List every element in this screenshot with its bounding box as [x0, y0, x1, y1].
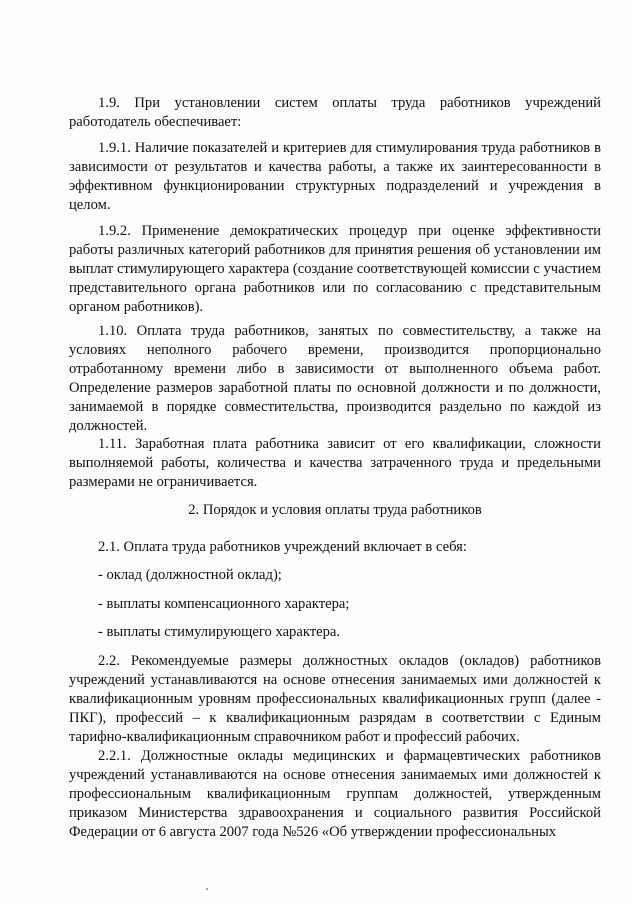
paragraph-2-2 — [69, 652, 601, 747]
list-item-compensation — [69, 595, 601, 614]
paragraph-1-11-text: 1.11. Заработная плата работника зависит от его квалификации, сложности выполняемой работы, количества и качества затраченного труда и предельными размерами не ограничивается. — [69, 436, 601, 490]
paragraph-2-1 — [69, 538, 601, 557]
list-item-stimulation-text: - выплаты стимулирующего характера. — [98, 624, 340, 640]
paragraph-2-2-1-text: 2.2.1. Должностные оклады медицинских и фармацевтических работников учреждений устанавливаются на основе отнесения занимаемых ими должностей к профессиональным квалификационным группам должностей, утвержденным приказом Министерства здравоохранения и социального развития Российской Федерации от 6 августа 2007 года №526 «Об утверждении профессиональных — [69, 748, 601, 840]
paragraph-1-9-2-text: 1.9.2. Применение демократических процедур при оценке эффективности работы различных категорий работников для принятия решения об установлении им выплат стимулирующего характера (создание соответствующей комиссии с участием представительного органа работников или по согласованию с представительным органом работников). — [69, 223, 601, 315]
paragraph-1-10 — [69, 322, 601, 436]
scan-speck — [206, 888, 208, 890]
list-item-oklad-text: - оклад (должностной оклад); — [98, 567, 282, 583]
paragraph-2-2-text: 2.2. Рекомендуемые размеры должностных окладов (окладов) работников учреждений устанавливаются на основе отнесения занимаемых ими должностей к квалификационным уровням профессиональных квалификационных групп (далее - ПКГ), профессий – к квалификационным разрядам в соответствии с Единым тарифно-квалификационным справочником работ и профессий рабочих. — [69, 653, 601, 745]
paragraph-1-9-2 — [69, 222, 601, 317]
list-item-oklad — [69, 566, 601, 585]
section-2-heading — [69, 501, 601, 520]
paragraph-2-2-1 — [69, 747, 601, 842]
list-item-stimulation — [69, 623, 601, 642]
paragraph-1-9-1 — [69, 139, 601, 215]
paragraph-1-9-1-text: 1.9.1. Наличие показателей и критериев для стимулирования труда работников в зависимости от результатов и качества работы, а также их заинтересованности в эффективном функционировании структурных подразделений и учреждения в целом. — [69, 140, 601, 213]
paragraph-1-10-text: 1.10. Оплата труда работников, занятых по совместительству, а также на условиях неполного рабочего времени, производится пропорционально отработанному времени либо в зависимости от выполненного объема работ. Определение размеров заработной платы по основной должности и по должности, занимаемой в порядке совместительства, производится раздельно по каждой из должностей. — [69, 323, 601, 434]
section-2-heading-text: 2. Порядок и условия оплаты труда работников — [188, 502, 482, 518]
paragraph-1-9-text: 1.9. При установлении систем оплаты труда работников учреждений работодатель обеспечивает: — [69, 95, 601, 130]
paragraph-2-1-text: 2.1. Оплата труда работников учреждений включает в себя: — [98, 539, 467, 555]
list-item-compensation-text: - выплаты компенсационного характера; — [98, 596, 350, 612]
paragraph-1-11 — [69, 435, 601, 492]
paragraph-1-9 — [69, 94, 601, 132]
